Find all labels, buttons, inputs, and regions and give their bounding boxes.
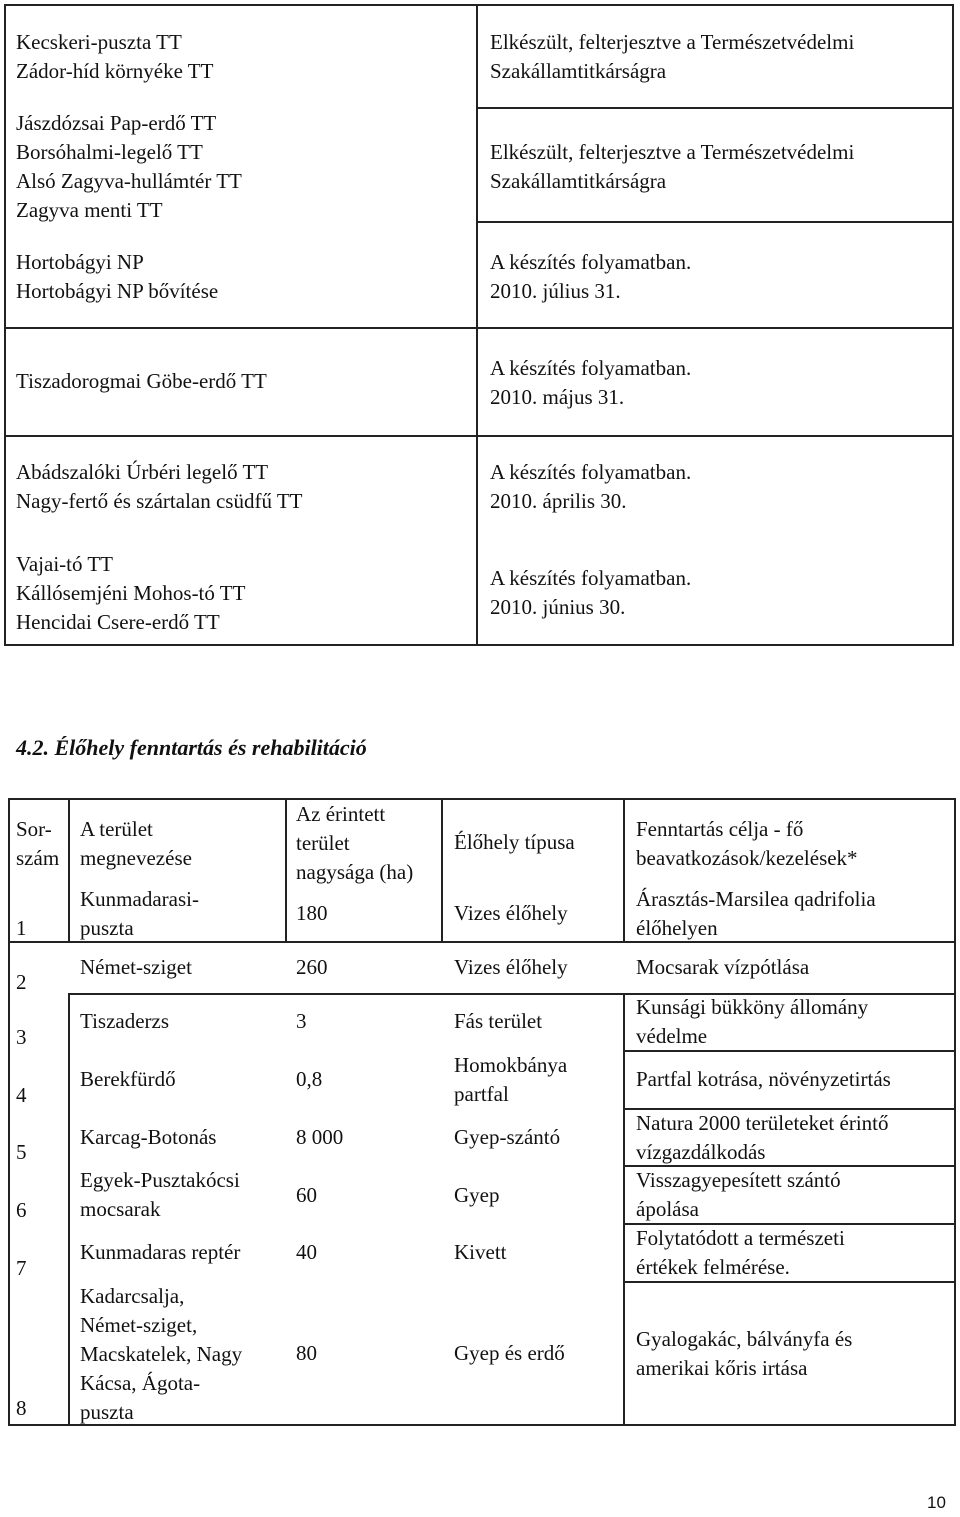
status-cell: Elkészült, felterjesztve a Természetvédelmi Szakállamtitkárságra — [490, 30, 855, 83]
row-number: 7 — [16, 1256, 27, 1280]
table-border — [4, 4, 954, 6]
row-number: 4 — [16, 1083, 27, 1107]
area-size: 60 — [296, 1183, 317, 1207]
area-names-cell: Jászdózsai Pap-erdő TT Borsóhalmi-legelő TT Alsó Zagyva-hullámtér TT Zagyva menti TT — [16, 111, 242, 222]
status-cell: A készítés folyamatban. 2010. április 30. — [490, 460, 692, 513]
maintenance-goal: Visszagyepesített szántó ápolása — [636, 1168, 841, 1221]
habitat-type: Gyep-szántó — [454, 1125, 561, 1149]
area-name: Karcag-Botonás — [80, 1125, 217, 1149]
table-border — [952, 4, 954, 646]
table-border — [4, 4, 6, 646]
area-name: Kunmadaras reptér — [80, 1240, 241, 1264]
maintenance-goal: Kunsági bükköny állomány védelme — [636, 995, 869, 1048]
habitat-type: Gyep — [454, 1183, 500, 1207]
table-border — [478, 221, 954, 223]
habitat-type: Kivett — [454, 1240, 507, 1264]
table-border — [68, 993, 70, 1426]
maintenance-goal: Folytatódott a természeti értékek felmérése. — [636, 1226, 845, 1279]
row-number: 1 — [16, 916, 27, 940]
area-size: 0,8 — [296, 1067, 323, 1091]
maintenance-goal: Natura 2000 területeket érintő vízgazdálkodás — [636, 1111, 889, 1164]
habitat-type: Vizes élőhely — [454, 955, 568, 979]
area-name: Kunmadarasi- puszta — [80, 887, 199, 940]
habitat-type: Gyep és erdő — [454, 1341, 565, 1365]
area-size: 40 — [296, 1240, 317, 1264]
page-number: 10 — [927, 1493, 946, 1512]
area-size: 180 — [296, 901, 328, 925]
area-name: Berekfürdő — [80, 1067, 176, 1091]
maintenance-goal: Mocsarak vízpótlása — [636, 955, 810, 979]
table-border — [623, 798, 625, 943]
maintenance-goal: Partfal kotrása, növényzetirtás — [636, 1067, 891, 1091]
row-number: 8 — [16, 1396, 27, 1420]
area-names-cell: Vajai-tó TT Kállósemjéni Mohos-tó TT Hencidai Csere-erdő TT — [16, 552, 246, 634]
area-names-cell: Kecskeri-puszta TT Zádor-híd környéke TT — [16, 30, 214, 83]
row-number: 3 — [16, 1025, 27, 1049]
area-name: Egyek-Pusztakócsi mocsarak — [80, 1168, 240, 1221]
area-names-cell: Abádszalóki Úrbéri legelő TT Nagy-fertő és szártalan csüdfű TT — [16, 460, 303, 513]
area-size: 260 — [296, 955, 328, 979]
row-number: 5 — [16, 1140, 27, 1164]
table-border — [68, 798, 70, 943]
header-area-size: Az érintett terület nagysága (ha) — [296, 802, 414, 884]
area-names-cell: Tiszadorogmai Göbe-erdő TT — [16, 369, 267, 393]
header-row-number: Sor- szám — [16, 817, 60, 870]
area-names-cell: Hortobágyi NP Hortobágyi NP bővítése — [16, 250, 219, 303]
table-border — [4, 435, 954, 437]
area-size: 80 — [296, 1341, 317, 1365]
table-border — [954, 798, 956, 1426]
row-number: 6 — [16, 1198, 27, 1222]
table-border — [8, 798, 10, 1426]
header-area-name: A terület megnevezése — [80, 817, 192, 870]
row-number: 2 — [16, 970, 27, 994]
habitat-type: Vizes élőhely — [454, 901, 568, 925]
maintenance-goal: Gyalogakác, bálványfa és amerikai kőris irtása — [636, 1327, 853, 1380]
habitat-type: Fás terület — [454, 1009, 543, 1033]
header-habitat-type: Élőhely típusa — [454, 830, 575, 854]
maintenance-goal: Árasztás-Marsilea qadrifolia élőhelyen — [636, 887, 876, 940]
status-cell: Elkészült, felterjesztve a Természetvédelmi Szakállamtitkárságra — [490, 140, 855, 193]
table-border — [441, 798, 443, 943]
table-border — [623, 993, 625, 1426]
table-border — [4, 327, 954, 329]
status-cell: A készítés folyamatban. 2010. július 31. — [490, 250, 692, 303]
status-cell: A készítés folyamatban. 2010. május 31. — [490, 356, 692, 409]
status-cell: A készítés folyamatban. 2010. június 30. — [490, 566, 692, 619]
area-name: Német-sziget — [80, 955, 192, 979]
area-name: Tiszaderzs — [80, 1009, 170, 1033]
table-border — [478, 107, 954, 109]
table-border — [8, 798, 956, 800]
area-size: 8 000 — [296, 1125, 344, 1149]
table-border — [4, 644, 954, 646]
area-name: Kadarcsalja, Német-sziget, Macskatelek, Nagy Kácsa, Ágota- puszta — [80, 1284, 243, 1424]
habitat-type: Homokbánya partfal — [454, 1053, 568, 1106]
area-size: 3 — [296, 1009, 307, 1033]
table-border — [476, 4, 478, 646]
table-border — [285, 798, 287, 943]
header-goal: Fenntartás célja - fő beavatkozások/kezelések* — [636, 817, 858, 870]
section-heading: 4.2. Élőhely fenntartás és rehabilitáció — [16, 735, 367, 760]
